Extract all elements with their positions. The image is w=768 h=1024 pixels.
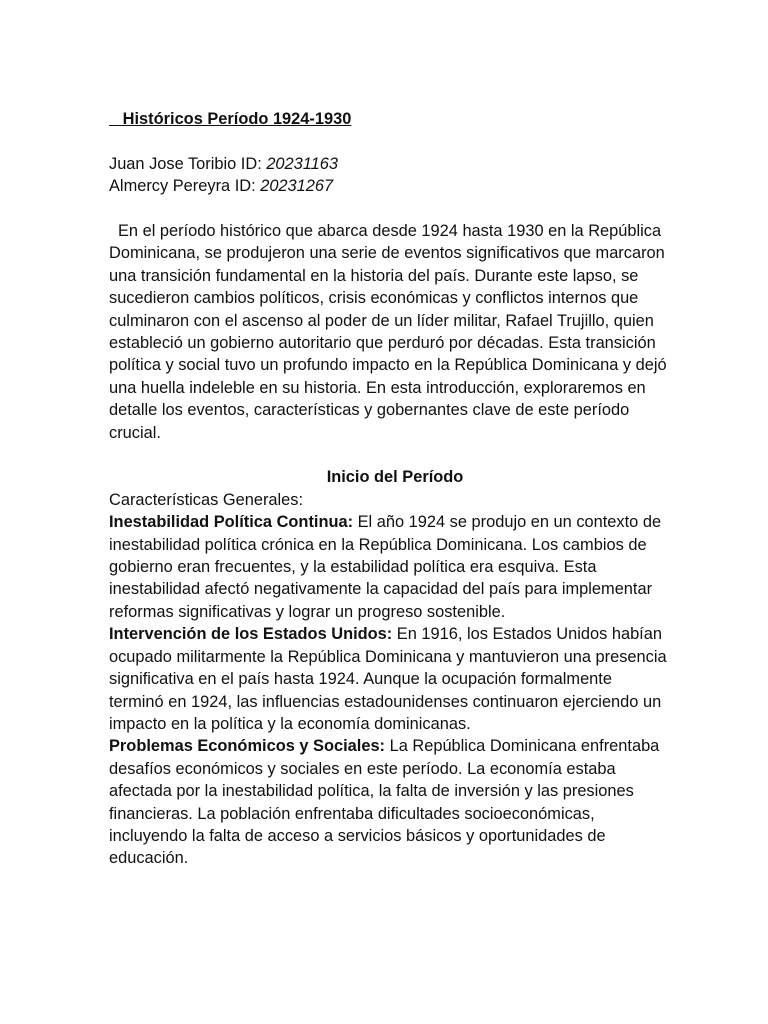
spacer (109, 130, 669, 152)
list-item (109, 735, 669, 869)
author-line-2 (109, 175, 669, 197)
item-label: Inestabilidad Política Continua: (109, 513, 354, 532)
spacer (109, 444, 669, 466)
section-heading: Inicio del Período (326, 468, 464, 487)
item-label: Intervención de los Estados Unidos: (109, 625, 393, 644)
author-id: 20231267 (260, 177, 334, 196)
item-text: El año 1924 se produjo en un contexto de inestabilidad política crónica en la República Dominicana. Los cambios de gobierno eran frecuentes, y la estabilidad política era esquiva. Esta inestabilidad afectó negativamente la capacidad del país para implementar reformas significativas y lograr un progreso sostenible. (109, 513, 662, 621)
author-name: Juan Jose Toribio ID: (109, 154, 267, 173)
author-line-1 (109, 153, 669, 175)
list-item (109, 511, 669, 623)
document-title: Históricos Período 1924-1930 (109, 110, 352, 128)
spacer (109, 198, 669, 220)
item-text: En 1916, los Estados Unidos habían ocupado militarmente la República Dominicana y mantuvieron una presencia significativa en el país hasta 1924. Aunque la ocupación formalmente terminó en 1924, las influencias estadounidenses continuaron ejerciendo un impacto en la política y la economía dominicanas. (109, 625, 667, 733)
list-item (109, 623, 669, 735)
intro-paragraph: En el período histórico que abarca desde 1924 hasta 1930 en la República Dominicana, se produjeron una serie de eventos significativos que marcaron una transición fundamental en la historia del país. Durante este lapso, se sucedieron cambios políticos, crisis económicas y conflictos internos que culminaron con el ascenso al poder de un líder militar, Rafael Trujillo, quien estableció un gobierno autoritario que perduró por décadas. Esta transición política y social tuvo un profundo impacto en la República Dominicana y dejó una huella indeleble en su historia. En esta introducción, exploraremos en detalle los eventos, características y gobernantes clave de este período crucial. (109, 222, 667, 442)
document-page (109, 108, 669, 870)
author-name: Almercy Pereyra ID: (109, 177, 261, 196)
item-text: La República Dominicana enfrentaba desafíos económicos y sociales en este período. La economía estaba afectada por la inestabilidad política, la falta de inversión y las presiones financieras. La población enfrentaba dificultades socioeconómicas, incluyendo la falta de acceso a servicios básicos y oportunidades de educación. (109, 737, 660, 868)
section-subheading: Características Generales: (109, 490, 304, 509)
author-id: 20231163 (266, 154, 339, 173)
item-label: Problemas Económicos y Sociales: (109, 737, 386, 756)
